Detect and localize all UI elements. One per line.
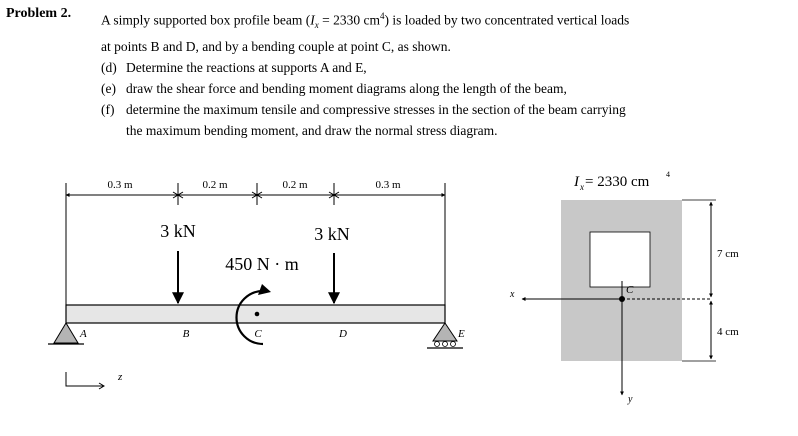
section-inertia-subscript: x	[580, 182, 584, 192]
support-A-pin	[54, 323, 78, 343]
task-text: draw the shear force and bending moment diagrams along the length of the beam,	[126, 81, 567, 97]
roller-wheel	[435, 342, 440, 347]
support-E-roller	[433, 323, 457, 341]
task-mark: (f)	[101, 102, 115, 118]
point-D-label: D	[339, 328, 347, 340]
span-label-DE: 0.3 m	[375, 179, 401, 191]
intro-text-end: ) is loaded by two concentrated vertical loads	[384, 12, 630, 28]
task-text: determine the maximum tensile and compressive stresses in the section of the beam carrying	[126, 102, 626, 118]
task-mark: (d)	[101, 60, 117, 76]
inertia-symbol: I	[310, 12, 315, 28]
point-A-label: A	[80, 328, 87, 340]
problem-label: Problem 2.	[6, 6, 72, 21]
task-mark: (e)	[101, 81, 116, 97]
centroid-dot	[619, 296, 625, 302]
dim-bottom-label: 4 cm	[717, 326, 739, 338]
couple-arrowhead	[258, 284, 271, 295]
z-axis-indicator	[66, 372, 104, 386]
inertia-subscript: x	[314, 20, 319, 31]
span-dimensions	[66, 183, 445, 305]
z-axis-label: z	[118, 371, 123, 383]
point-C-label: C	[254, 328, 262, 340]
x-axis-label: x	[510, 289, 515, 300]
beam-diagram	[48, 179, 465, 389]
inertia-value: = 2330 cm	[318, 12, 380, 28]
section-inertia-exponent: 4	[666, 170, 670, 179]
point-B-label: B	[182, 328, 190, 340]
roller-wheel	[443, 342, 448, 347]
section-inertia-value: = 2330 cm	[585, 174, 650, 190]
roller-wheel	[451, 342, 456, 347]
section-inertia-symbol: I	[574, 174, 579, 190]
task-item-continuation: the maximum bending moment, and draw the normal stress diagram.	[126, 123, 498, 139]
couple-label: 450 N · m	[225, 254, 299, 274]
task-text: Determine the reactions at supports A and E,	[126, 60, 367, 76]
span-label-AB: 0.3 m	[107, 179, 133, 191]
intro-text: A simply supported box profile beam (	[101, 12, 311, 28]
section-diagram	[509, 170, 739, 405]
span-label-BC: 0.2 m	[202, 179, 228, 191]
dim-top-label: 7 cm	[717, 248, 739, 260]
section-inner-hole	[590, 232, 650, 287]
point-E-label: E	[458, 328, 465, 340]
centroid-label: C	[626, 284, 634, 296]
load-D-label: 3 kN	[314, 224, 350, 244]
couple-point-dot	[255, 312, 260, 317]
inertia-exponent: 4	[379, 11, 385, 21]
load-B-label: 3 kN	[160, 221, 196, 241]
y-axis-label: y	[628, 394, 633, 405]
span-label-CD: 0.2 m	[282, 179, 308, 191]
intro-line-2: at points B and D, and by a bending couple at point C, as shown.	[101, 39, 451, 55]
